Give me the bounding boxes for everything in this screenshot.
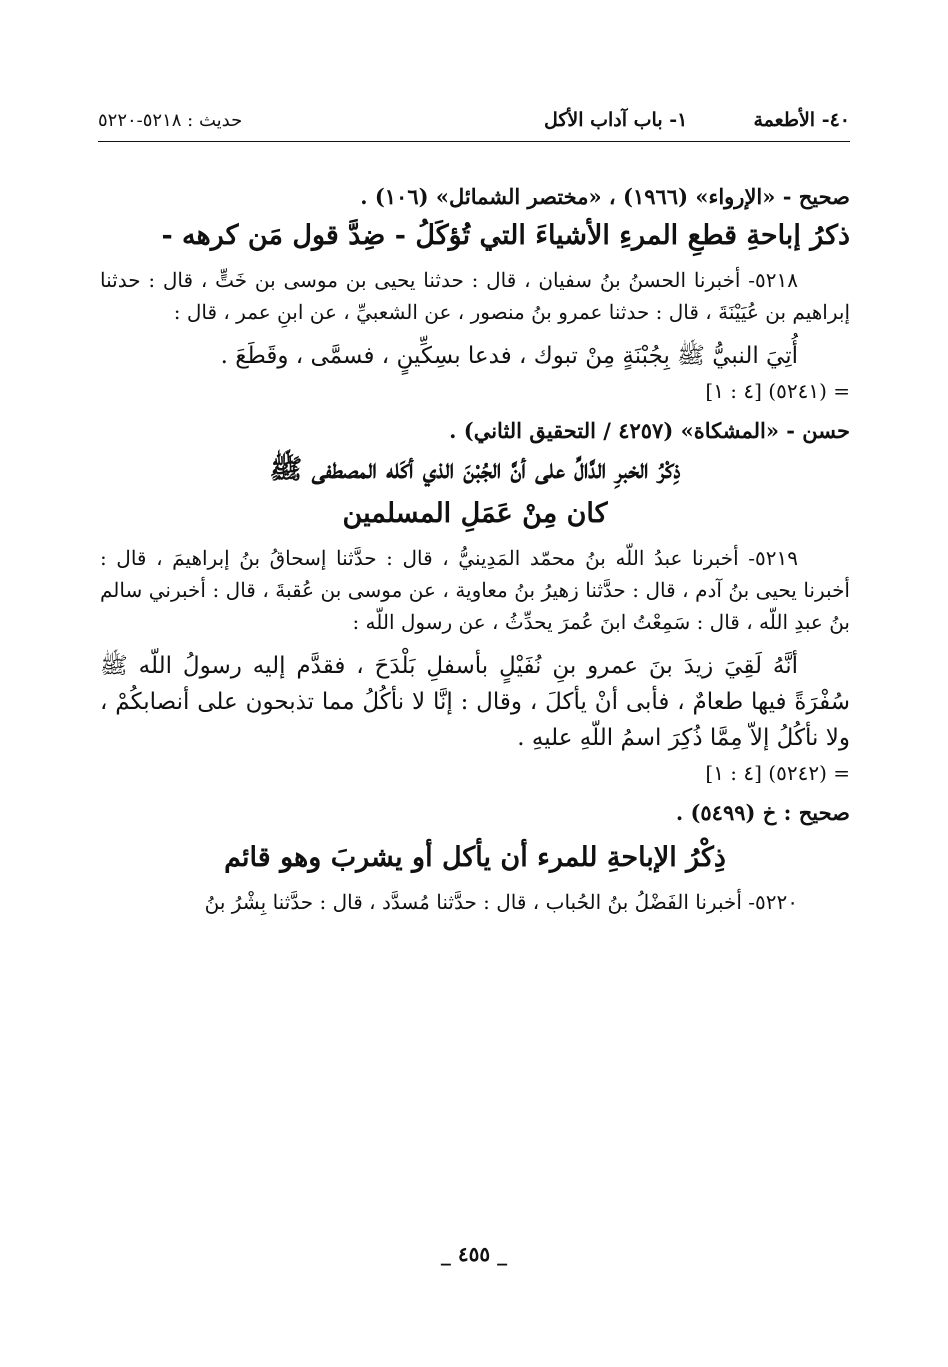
header-chapter: ١- باب آداب الأكل <box>543 109 688 131</box>
header-book: ٤٠- الأطعمة <box>753 109 850 131</box>
grading-line: صحيح : خ (٥٤٩٩) . <box>675 800 850 825</box>
grading-line: حسن - «المشكاة» (٤٢٥٧ / التحقيق الثاني) . <box>449 418 850 443</box>
header-divider <box>98 141 850 142</box>
page-number: _ ٤٥٥ _ <box>440 1242 508 1266</box>
grading-line: صحيح - «الإرواء» (١٩٦٦) ، «مختصر الشمائل» (١٠٦) . <box>360 184 850 209</box>
cross-reference: = (٥٢٤١) [٤ : ١] <box>705 379 850 403</box>
page-body <box>100 180 850 918</box>
section-heading-continued: كان مِنْ عَمَلِ المسلمين <box>342 498 608 529</box>
cross-reference: = (٥٢٤٢) [٤ : ١] <box>705 761 850 785</box>
isnad-paragraph: ٥٢١٨- أخبرنا الحسنُ بنُ سفيان ، قال : حدثنا يحيى بن موسى بن خَتٍّ ، قال : حدثنا إبراهيم بن عُيَيْنَةَ ، قال : حدثنا عمرو بنُ منصور ، عن الشعبيِّ ، عن ابنِ عمر ، قال : <box>100 268 850 324</box>
hadith-text: أُتِيَ النبيُّ ﷺ بِجُبْنَةٍ مِنْ تبوك ، فدعا بسِكِّينٍ ، فسمَّى ، وقَطَعَ . <box>220 343 798 369</box>
section-heading: ذِكْرُ الإباحةِ للمرء أن يأكل أو يشربَ وهو قائم <box>224 842 726 873</box>
section-heading: ذِكْرُ الخبرِ الدَّالِّ على أنَّ الجُبْنَ الذي أكَله المصطفى ﷺ <box>269 454 681 485</box>
hadith-text: أنَّهُ لَقِيَ زيدَ بنَ عمرو بنِ نُفَيْلٍ بأسفلِ بَلْدَحَ ، فقدَّم إليه رسولُ اللّه ﷺ سُفْرَةً فيها طعامٌ ، فأبى أنْ يأكلَ ، وقال : إنَّا لا نأكُلُ مما تذبحون على أنصابكُمْ ، ولا نأكُلُ إلاّ مِمَّا ذُكِرَ اسمُ اللّهِ عليهِ . <box>100 653 850 751</box>
running-header <box>98 100 850 140</box>
header-hadith-range: حديث : ٥٢١٨-٥٢٢٠ <box>98 109 243 131</box>
header-chapter-book <box>544 109 850 131</box>
isnad-paragraph: ٥٢٢٠- أخبرنا الفَضْلُ بنُ الحُباب ، قال : حدَّثنا مُسدَّد ، قال : حدَّثنا بِشْرُ بنُ <box>204 890 798 914</box>
section-heading: ذكرُ إباحةِ قطعِ المرءِ الأشياءَ التي تُؤكَلُ - ضِدَّ قول مَن كرهه - <box>161 220 850 251</box>
isnad-paragraph: ٥٢١٩- أخبرنا عبدُ اللّه بنُ محمّد المَدِينيُّ ، قال : حدَّثنا إسحاقُ بنُ إبراهيمَ ، قال : أخبرنا يحيى بنُ آدم ، قال : حدَّثنا زهيرُ بنُ معاوية ، عن موسى بن عُقبةَ ، قال : أخبرني سالم بنُ عبدِ اللّه ، قال : سَمِعْتُ ابنَ عُمرَ يحدِّثُ ، عن رسول اللّه : <box>100 546 850 634</box>
